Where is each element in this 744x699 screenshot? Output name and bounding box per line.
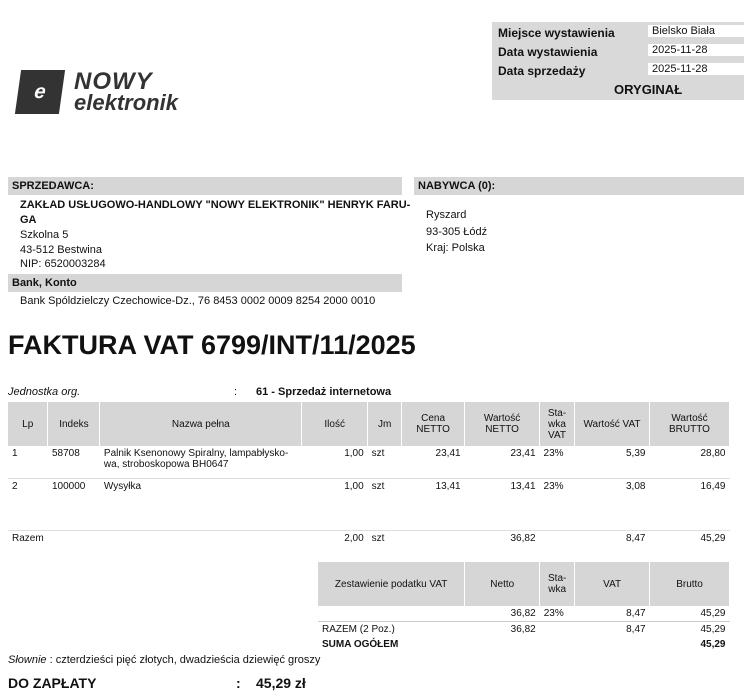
logo-mark-icon: e — [15, 70, 65, 114]
cell-net: 23,41 — [510, 448, 536, 459]
cell-net: 13,41 — [510, 480, 536, 492]
org-label: Jednostka org. — [8, 386, 81, 398]
vat-col-rate: Sta-wka — [540, 562, 575, 606]
vat-row-vat: 8,47 — [626, 608, 646, 619]
vat-col-net: Netto — [465, 562, 540, 606]
col-qty: Ilość — [302, 402, 368, 446]
buyer-city: 93-305 Łódź — [426, 226, 488, 238]
seller-name-2: GA — [20, 214, 37, 226]
cell-rate: 23% — [543, 448, 564, 459]
vat-row-gross: 45,29 — [700, 608, 726, 619]
cell-name: Wysyłka — [103, 480, 142, 492]
bank-account: Bank Spóldzielczy Czechowice-Dz., 76 8453 0002 0009 8254 2000 0010 — [20, 295, 376, 307]
org-value: 61 - Sprzedaż internetowa — [256, 386, 392, 398]
total-gross: 45,29 — [700, 532, 726, 544]
buyer-header: NABYWCA (0): — [414, 177, 744, 195]
invoice-meta-box — [492, 22, 744, 100]
suma-gross: 45,29 — [700, 639, 726, 650]
place-value: Bielsko Biała — [648, 25, 744, 37]
vat-col-label: Zestawienie podatku VAT — [318, 562, 465, 606]
issue-date-value: 2025-11-28 — [648, 44, 744, 56]
table-header-row — [8, 402, 730, 446]
razem-vat: 8,47 — [626, 624, 646, 635]
cell-vat: 3,08 — [626, 480, 646, 492]
vat-summary-table — [318, 562, 730, 652]
cell-qty: 1,00 — [344, 480, 364, 492]
cell-unit: szt — [371, 480, 385, 492]
vat-row-rate: 23% — [543, 608, 564, 619]
org-colon: : — [234, 386, 238, 398]
vat-razem-row — [318, 622, 730, 638]
total-vat: 8,47 — [626, 532, 646, 544]
table-row — [8, 446, 730, 478]
col-unit: Jm — [368, 402, 402, 446]
sale-date-value: 2025-11-28 — [648, 63, 744, 75]
buyer-name: Ryszard — [426, 209, 467, 221]
cell-gross: 16,49 — [700, 480, 726, 492]
words-text: : czterdzieści pięć złotych, dwadzieścia dziewięć groszy — [49, 654, 321, 666]
col-lp: Lp — [8, 402, 48, 446]
vat-row-net: 36,82 — [510, 608, 536, 619]
razem-label: RAZEM (2 Poz.) — [322, 624, 395, 635]
col-index: Indeks — [48, 402, 100, 446]
seller-nip: NIP: 6520003284 — [20, 258, 106, 270]
col-gross: Wartość BRUTTO — [649, 402, 729, 446]
vat-col-gross: Brutto — [650, 562, 730, 606]
buyer-country: Kraj: Polska — [426, 242, 485, 254]
col-net: Wartość NETTO — [465, 402, 540, 446]
cell-index: 100000 — [51, 480, 86, 492]
cell-lp: 1 — [12, 448, 18, 459]
original-label: ORYGINAŁ — [614, 82, 683, 97]
seller-street: Szkolna 5 — [20, 229, 69, 241]
razem-gross: 45,29 — [700, 624, 726, 635]
col-rate: Sta-wka VAT — [540, 402, 575, 446]
table-total-row — [8, 530, 730, 552]
cell-unit: szt — [371, 448, 385, 459]
vat-suma-row — [318, 637, 730, 652]
col-vat: Wartość VAT — [575, 402, 650, 446]
table-row — [8, 478, 730, 530]
cell-lp: 2 — [12, 480, 18, 492]
vat-col-vat: VAT — [575, 562, 650, 606]
cell-price: 13,41 — [435, 480, 461, 492]
col-price: Cena NETTO — [402, 402, 465, 446]
seller-header: SPRZEDAWCA: — [8, 177, 402, 195]
pay-colon: : — [236, 675, 241, 691]
place-label: Miejsce wystawienia — [498, 26, 615, 40]
total-qty: 2,00 — [344, 532, 364, 544]
sale-date-label: Data sprzedaży — [498, 64, 586, 78]
vat-header-row — [318, 562, 730, 606]
cell-qty: 1,00 — [344, 448, 364, 459]
cell-gross: 28,80 — [700, 448, 726, 459]
total-label: Razem — [12, 532, 44, 544]
amount-in-words — [8, 654, 320, 666]
logo-line1: NOWY — [74, 68, 153, 95]
items-table — [8, 402, 730, 552]
seller-city: 43-512 Bestwina — [20, 244, 102, 256]
pay-amount: 45,29 zł — [256, 675, 306, 691]
cell-rate: 23% — [543, 480, 564, 492]
logo-line2: elektronik — [74, 90, 178, 115]
total-net: 36,82 — [510, 532, 536, 544]
bank-header: Bank, Konto — [8, 274, 402, 292]
total-unit: szt — [371, 532, 385, 544]
words-label: Słownie — [8, 654, 47, 666]
pay-label: DO ZAPŁATY — [8, 675, 97, 691]
invoice-title: FAKTURA VAT 6799/INT/11/2025 — [8, 330, 416, 360]
cell-price: 23,41 — [435, 448, 461, 459]
col-name: Nazwa pełna — [100, 402, 302, 446]
cell-vat: 5,39 — [626, 448, 646, 459]
razem-net: 36,82 — [510, 624, 536, 635]
cell-index: 58708 — [51, 448, 80, 459]
suma-label: SUMA OGÓŁEM — [322, 639, 399, 650]
company-logo — [18, 68, 218, 116]
vat-rate-row — [318, 606, 730, 622]
seller-name-1: ZAKŁAD USŁUGOWO-HANDLOWY "NOWY ELEKTRONIK" HENRYK FARU- — [20, 199, 411, 211]
issue-date-label: Data wystawienia — [498, 45, 598, 59]
cell-name: Palnik Ksenonowy Spiralny, lampabłysko-wa, stroboskopowa BH0647 — [103, 448, 289, 470]
